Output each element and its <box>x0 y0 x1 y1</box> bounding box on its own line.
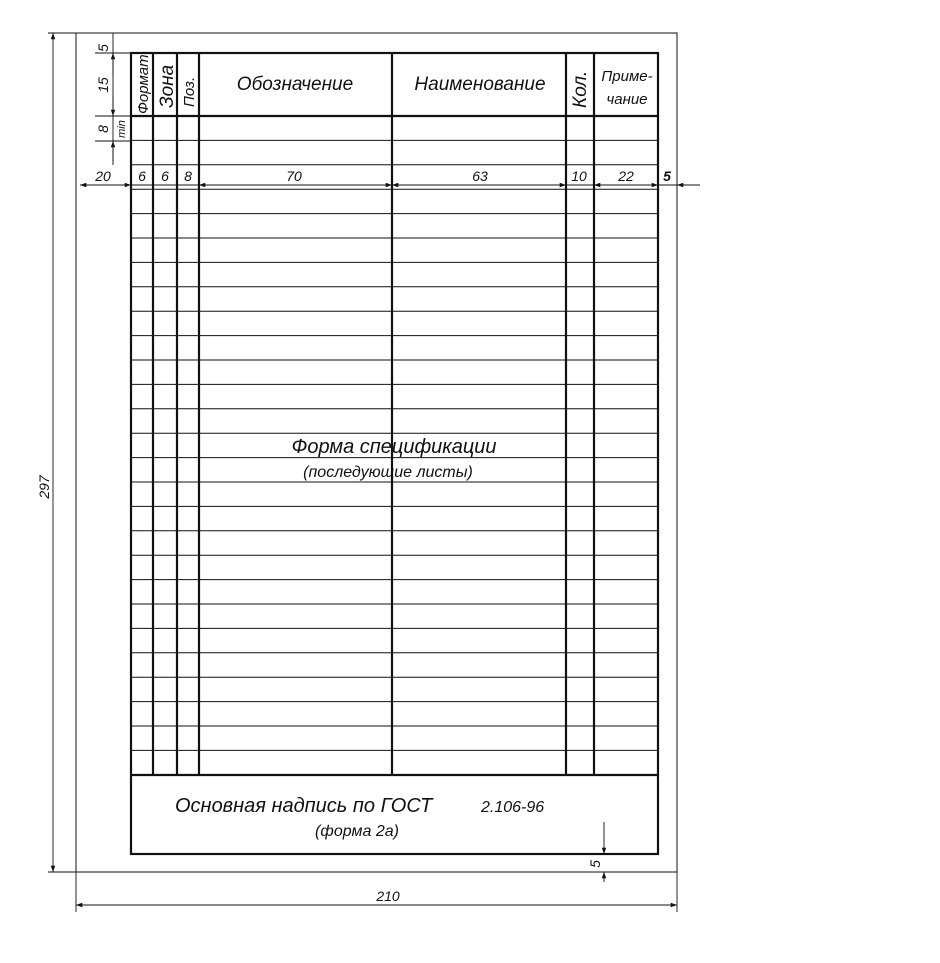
col-header-quantity: Кол. <box>570 70 591 108</box>
col-width-note: 22 <box>618 168 634 184</box>
width-label: 210 <box>376 888 400 904</box>
title-block-standard: 2.106-96 <box>481 799 545 816</box>
col-header-note-line1: Приме- <box>601 68 653 85</box>
col-width-designation: 70 <box>286 168 302 184</box>
title-block-form: (форма 2а) <box>315 823 399 840</box>
col-header-position: Поз. <box>181 76 198 107</box>
center-title: Форма спецификации <box>291 436 497 458</box>
row-height-label: 8 <box>95 125 111 133</box>
height-dimension <box>36 33 76 872</box>
row-height-note: min <box>116 120 128 138</box>
col-width-format: 6 <box>138 168 146 184</box>
col-width-quantity: 10 <box>571 168 587 184</box>
col-header-note-line2: чание <box>606 91 648 108</box>
col-width-name: 63 <box>472 168 488 184</box>
bottom-margin-label: 5 <box>587 860 603 868</box>
center-subtitle: (последующие листы) <box>303 464 473 481</box>
col-header-format: Формат <box>135 54 152 114</box>
col-width-position: 8 <box>184 168 192 184</box>
left-margin-label: 20 <box>95 168 111 184</box>
right-margin-label: 5 <box>663 168 671 184</box>
col-header-designation: Обозначение <box>236 74 354 95</box>
header-height-label: 15 <box>95 77 111 93</box>
top-margin-label: 5 <box>95 44 111 52</box>
column-dividers <box>153 53 594 775</box>
width-dimension <box>76 872 677 912</box>
height-label: 297 <box>36 475 52 499</box>
horizontal-dimensions <box>80 168 700 185</box>
title-block-main: Основная надпись по ГОСТ <box>175 795 433 817</box>
col-header-zone: Зона <box>157 64 178 108</box>
col-header-name: Наименование <box>414 74 546 95</box>
vertical-dimensions-top <box>95 33 131 165</box>
bottom-margin-dimension <box>587 822 615 882</box>
col-width-zone: 6 <box>161 168 169 184</box>
